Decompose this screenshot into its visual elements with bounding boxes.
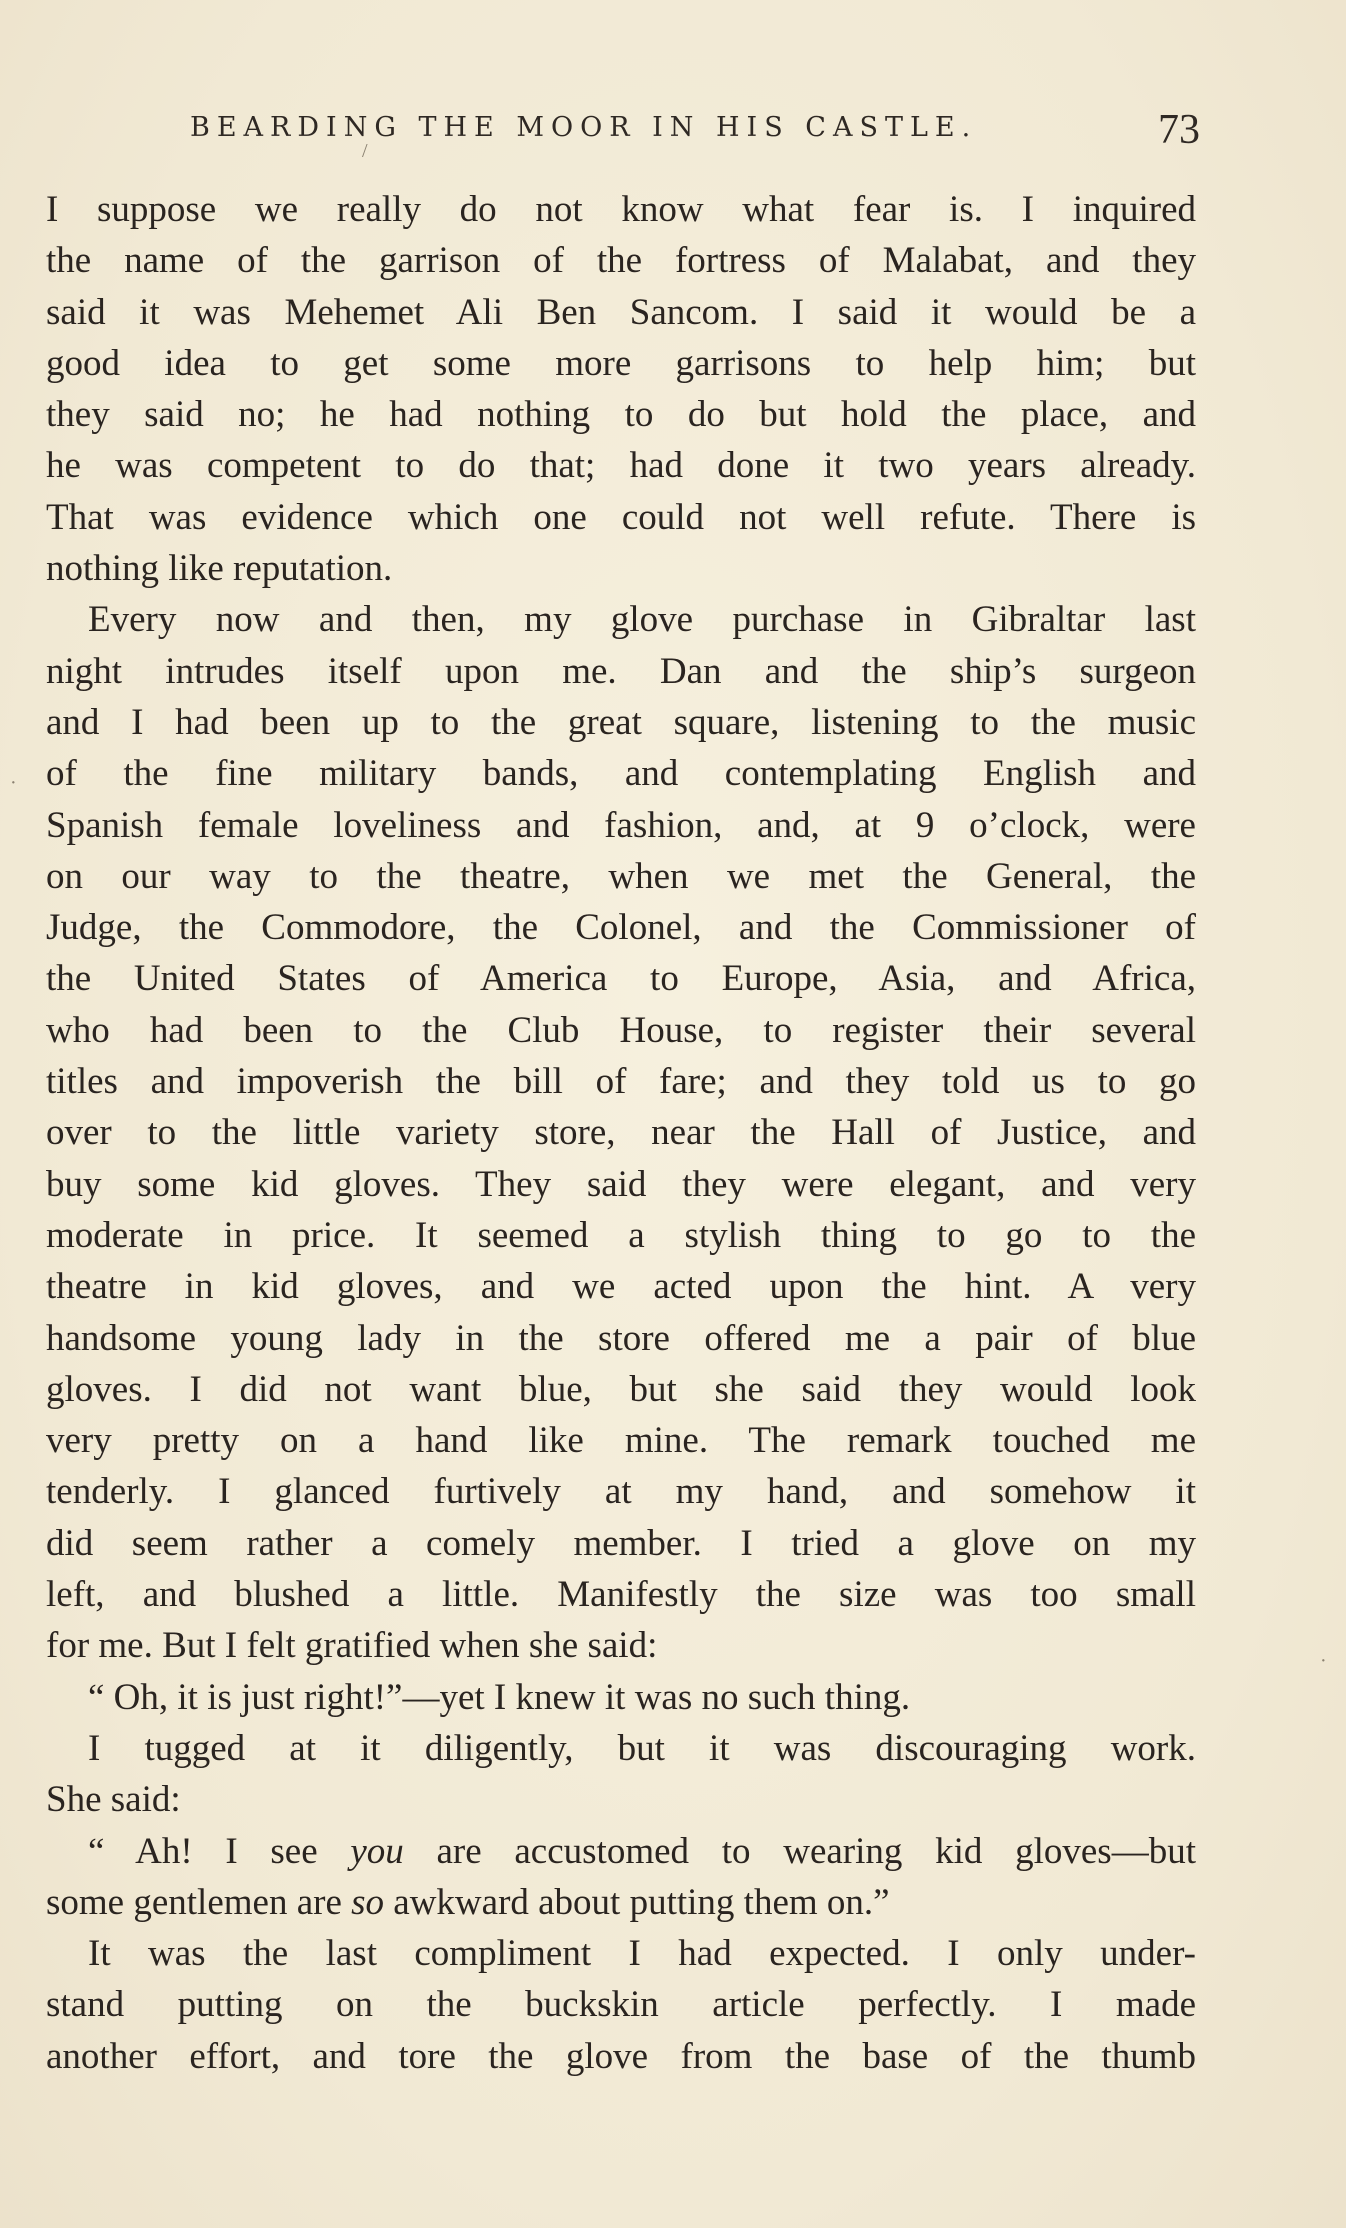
text-line: “ Oh, it is just right!”—yet I knew it was no such thing. <box>88 1676 911 1718</box>
text-line: nothing like reputation. <box>46 548 393 590</box>
text-line: on our way to the theatre, when we met the General, the <box>46 855 1196 897</box>
text-line: the United States of America to Europe, Asia, and Africa, <box>46 958 1196 1000</box>
text-line: titles and impoverish the bill of fare; and they told us to go <box>46 1061 1196 1103</box>
text-line: That was evidence which one could not well refute. There is <box>46 496 1196 538</box>
text-line: said it was Mehemet Ali Ben Sancom. I said it would be a <box>46 291 1196 333</box>
text-line: stand putting on the buckskin article perfectly. I made <box>46 1984 1196 2026</box>
text-line: theatre in kid gloves, and we acted upon the hint. A very <box>46 1266 1196 1308</box>
body-text <box>46 184 1196 2082</box>
text-line: “ Ah! I see you are accustomed to wearing kid gloves—but <box>88 1830 1196 1872</box>
text-line: gloves. I did not want blue, but she said they would look <box>46 1368 1196 1410</box>
text-line: She said: <box>46 1779 181 1821</box>
running-head <box>190 106 1200 156</box>
text-line: very pretty on a hand like mine. The remark touched me <box>46 1420 1196 1462</box>
printing-speck: · <box>1320 1650 1327 1672</box>
text-line: good idea to get some more garrisons to help him; but <box>46 342 1196 384</box>
text-line: did seem rather a comely member. I tried a glove on my <box>46 1522 1196 1564</box>
text-line: of the fine military bands, and contemplating English and <box>46 753 1196 795</box>
text-line: some gentlemen are so awkward about putting them on.” <box>46 1881 890 1923</box>
text-line: who had been to the Club House, to register their several <box>46 1009 1196 1051</box>
text-line: left, and blushed a little. Manifestly the size was too small <box>46 1574 1196 1616</box>
text-line: another effort, and tore the glove from the base of the thumb <box>46 2035 1196 2077</box>
text-line: It was the last compliment I had expected. I only under- <box>88 1933 1196 1975</box>
text-line: and I had been up to the great square, listening to the music <box>46 701 1196 743</box>
printing-speck: · <box>10 772 17 794</box>
text-line: I tugged at it diligently, but it was discouraging work. <box>88 1727 1196 1769</box>
text-line: they said no; he had nothing to do but hold the place, and <box>46 394 1196 436</box>
text-line: I suppose we really do not know what fear is. I inquired <box>46 189 1196 230</box>
text-line: Spanish female loveliness and fashion, and, at 9 o’clock, were <box>46 804 1196 846</box>
text-line: the name of the garrison of the fortress of Malabat, and they <box>46 240 1196 282</box>
text-line: Judge, the Commodore, the Colonel, and the Commissioner of <box>46 907 1196 949</box>
text-line: he was competent to do that; had done it two years already. <box>46 445 1196 487</box>
printing-speck: / <box>362 140 368 162</box>
text-line: Every now and then, my glove purchase in Gibraltar last <box>88 599 1196 641</box>
text-line: night intrudes itself upon me. Dan and the ship’s surgeon <box>46 650 1196 692</box>
text-line: handsome young lady in the store offered me a pair of blue <box>46 1317 1196 1359</box>
text-line: over to the little variety store, near the Hall of Justice, and <box>46 1112 1196 1154</box>
text-line: buy some kid gloves. They said they were elegant, and very <box>46 1163 1196 1205</box>
running-title: BEARDING THE MOOR IN HIS CASTLE. <box>190 112 978 143</box>
text-line: moderate in price. It seemed a stylish thing to go to the <box>46 1214 1196 1256</box>
text-line: tenderly. I glanced furtively at my hand, and somehow it <box>46 1471 1196 1513</box>
text-line: for me. But I felt gratified when she said: <box>46 1625 658 1667</box>
page-number: 73 <box>1158 107 1200 153</box>
